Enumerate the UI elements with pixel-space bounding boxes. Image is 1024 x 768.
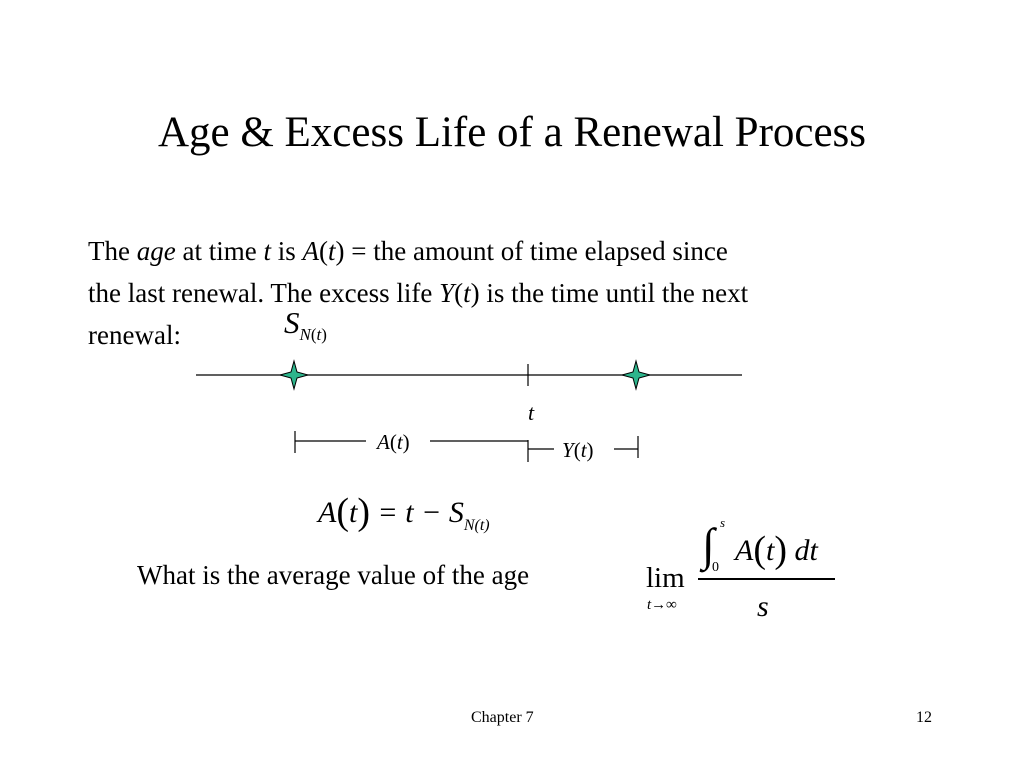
variable-t: t: [765, 534, 775, 567]
text-fragment: (: [454, 278, 464, 308]
variable-t: t: [396, 430, 403, 454]
variable-t: t: [263, 236, 271, 266]
variable-A: A: [302, 236, 319, 266]
variable-Y: Y: [439, 278, 455, 308]
variable-t: t: [327, 236, 336, 266]
renewal-marker-star: [280, 361, 308, 389]
paren: (: [389, 430, 397, 454]
excess-span-label: [562, 438, 594, 463]
paren: ): [357, 491, 370, 533]
integral-upper-bound: s: [720, 515, 726, 530]
text-fragment: ) is the time until the next: [470, 278, 749, 308]
sub-paren: ): [321, 325, 327, 344]
sub-t: t: [316, 325, 322, 344]
sub-paren: (: [310, 325, 317, 344]
paren: ): [586, 438, 594, 462]
paren: ): [402, 430, 410, 454]
integral-sign: ∫: [702, 519, 715, 570]
fraction-bar: [698, 578, 835, 580]
s-symbol: S: [284, 305, 300, 340]
integrand: [735, 528, 818, 572]
text-fragment: is: [270, 236, 303, 266]
text-fragment: The: [88, 236, 137, 266]
variable-A: A: [735, 534, 754, 567]
sub-N: N: [299, 325, 311, 344]
slide-title: Age & Excess Life of a Renewal Process: [157, 109, 867, 156]
text-fragment: the last renewal. The excess life: [88, 278, 440, 308]
question-text: What is the average value of the age: [137, 560, 530, 590]
fraction-denominator: s: [757, 590, 769, 623]
age-span-label: [377, 430, 410, 455]
s-subscript: N(t): [463, 517, 490, 534]
limit-operator: lim: [646, 562, 685, 594]
variable-Y: Y: [562, 438, 574, 462]
paren: (: [336, 491, 349, 533]
variable-t: t: [463, 278, 471, 308]
equation-rhs: = t −: [369, 496, 449, 529]
renewal-marker-star: [622, 361, 650, 389]
variable-t: t: [580, 438, 587, 462]
text-fragment: (: [318, 236, 328, 266]
paren: (: [573, 438, 581, 462]
variable-S: S: [448, 496, 464, 529]
age-equation: [318, 490, 490, 535]
integral-lower-bound: 0: [712, 560, 719, 575]
limit-subscript: t→∞: [647, 597, 677, 613]
differential-dt: dt: [786, 534, 818, 567]
time-t-label: t: [528, 400, 535, 425]
variable-A: A: [377, 430, 390, 454]
paren: ): [774, 529, 787, 571]
paragraph-line-3: renewal:: [88, 320, 181, 350]
variable-A: A: [318, 496, 337, 529]
footer-chapter: Chapter 7: [471, 709, 534, 726]
text-fragment: at time: [175, 236, 264, 266]
paren: (: [753, 529, 766, 571]
age-term: age: [136, 236, 176, 266]
footer-page-number: 12: [916, 709, 932, 726]
text-fragment: ) = the amount of time elapsed since: [335, 236, 728, 266]
variable-t: t: [348, 496, 358, 529]
